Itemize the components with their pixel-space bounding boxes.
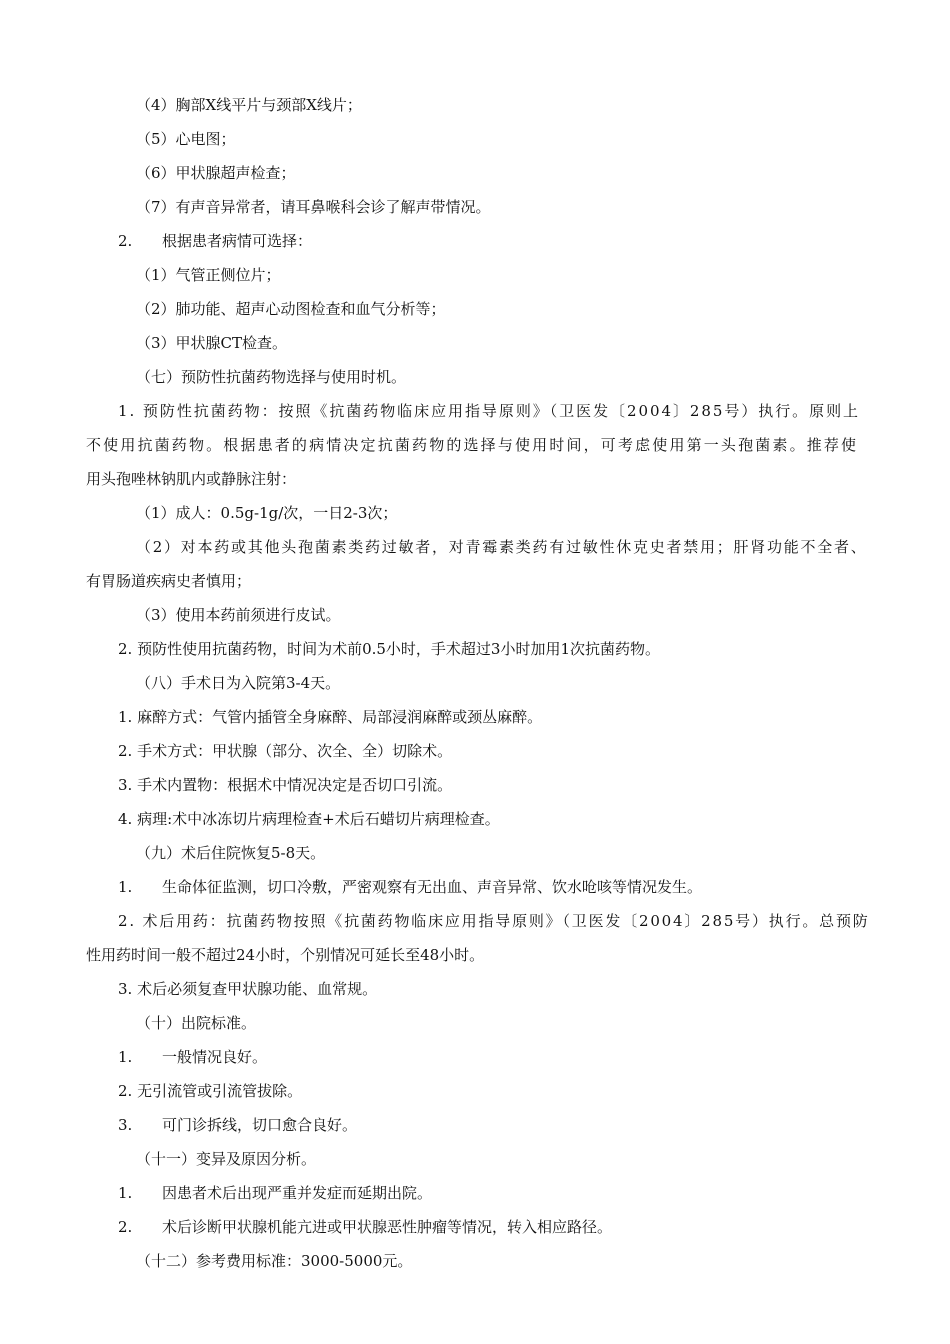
list-number: 1. (118, 878, 133, 896)
text-line: （2）肺功能、超声心动图检查和血气分析等； (136, 300, 446, 318)
text-line: 1. 麻醉方式：气管内插管全身麻醉、局部浸润麻醉或颈丛麻醉。 (118, 708, 543, 726)
text-line: 可门诊拆线，切口愈合良好。 (162, 1116, 358, 1134)
text-line: （2）对本药或其他头孢菌素类药过敏者，对青霉素类药有过敏性休克史者禁用；肝肾功能不全者、 (136, 538, 868, 556)
text-line: 4. 病理:术中冰冻切片病理检查+术后石蜡切片病理检查。 (118, 810, 500, 828)
list-number: 3. (118, 1116, 133, 1134)
text-line: 有胃肠道疾病史者慎用； (86, 572, 252, 590)
section-heading: （十一）变异及原因分析。 (136, 1150, 317, 1168)
text-line: （3）使用本药前须进行皮试。 (136, 606, 341, 624)
text-line: 术后诊断甲状腺机能亢进或甲状腺恶性肿瘤等情况，转入相应路径。 (162, 1218, 613, 1236)
text-line: （7）有声音异常者，请耳鼻喉科会诊了解声带情况。 (136, 198, 491, 216)
text-line: （5）心电图； (136, 130, 236, 148)
text-line: （3）甲状腺CT检查。 (136, 334, 288, 352)
list-number: 1. (118, 1184, 133, 1202)
text-line: 1. 预防性抗菌药物：按照《抗菌药物临床应用指导原则》（卫医发〔2004〕285号）执行。原则上 (118, 402, 860, 420)
text-line: 因患者术后出现严重并发症而延期出院。 (162, 1184, 433, 1202)
text-line: 生命体征监测，切口冷敷，严密观察有无出血、声音异常、饮水呛咳等情况发生。 (162, 878, 703, 896)
section-heading: （九）术后住院恢复5-8天。 (136, 844, 326, 862)
list-number: 2. (118, 232, 133, 250)
text-line: 2. 手术方式：甲状腺（部分、次全、全）切除术。 (118, 742, 453, 760)
text-line: （1）气管正侧位片； (136, 266, 281, 284)
section-heading: （十）出院标准。 (136, 1014, 257, 1032)
text-line: 2. 无引流管或引流管拔除。 (118, 1082, 303, 1100)
text-line: 一般情况良好。 (162, 1048, 268, 1066)
text-line: （4）胸部X线平片与颈部X线片； (136, 96, 362, 114)
text-line: 3. 术后必须复查甲状腺功能、血常规。 (118, 980, 378, 998)
list-number: 2. (118, 1218, 133, 1236)
list-number: 1. (118, 1048, 133, 1066)
text-line: 2. 预防性使用抗菌药物，时间为术前0.5小时，手术超过3小时加用1次抗菌药物。 (118, 640, 661, 658)
text-line: 根据患者病情可选择： (162, 232, 313, 250)
text-line: 用头孢唑林钠肌内或静脉注射： (86, 470, 297, 488)
text-line: 不使用抗菌药物。根据患者的病情决定抗菌药物的选择与使用时间，可考虑使用第一头孢菌素。推荐使 (86, 436, 859, 454)
text-line: （6）甲状腺超声检查； (136, 164, 296, 182)
text-line: 2. 术后用药：抗菌药物按照《抗菌药物临床应用指导原则》（卫医发〔2004〕285号）执行。总预防 (118, 912, 870, 930)
section-heading: （十二）参考费用标准：3000-5000元。 (136, 1252, 413, 1270)
section-heading: （七）预防性抗菌药物选择与使用时机。 (136, 368, 407, 386)
section-heading: （八）手术日为入院第3-4天。 (136, 674, 341, 692)
text-line: 3. 手术内置物：根据术中情况决定是否切口引流。 (118, 776, 453, 794)
text-line: （1）成人：0.5g-1g/次，一日2-3次； (136, 504, 398, 522)
text-line: 性用药时间一般不超过24小时，个别情况可延长至48小时。 (86, 946, 485, 964)
